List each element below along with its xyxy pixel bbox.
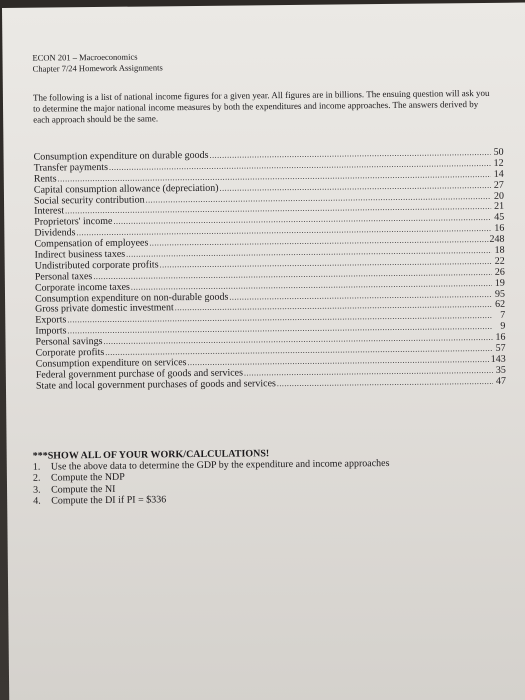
- item-value: 19: [494, 277, 505, 289]
- item-label: Social security contribution: [33, 194, 145, 207]
- item-value: 45: [494, 212, 505, 224]
- item-label: Consumption expenditure on durable goods: [33, 149, 209, 163]
- assignment-title: Chapter 7/24 Homework Assignments: [32, 62, 163, 74]
- document-header: [32, 51, 162, 74]
- item-label: Corporate profits: [35, 346, 105, 359]
- item-label: Exports: [35, 314, 67, 327]
- item-label: Interest: [34, 205, 65, 218]
- item-label: Transfer payments: [33, 161, 109, 174]
- item-value: 22: [494, 255, 505, 267]
- item-value: 27: [493, 179, 504, 191]
- question-text: Compute the NI: [50, 483, 116, 496]
- course-title: ECON 201 – Macroeconomics: [32, 51, 138, 63]
- item-label: Indirect business taxes: [34, 248, 126, 261]
- item-label: Compensation of employees: [34, 237, 149, 250]
- item-label: Proprietors' income: [34, 216, 113, 229]
- item-value: 9: [500, 320, 506, 333]
- dot-leader: [277, 377, 493, 390]
- item-label: Federal government purchase of goods and services: [35, 367, 244, 381]
- worksheet-page: [2, 3, 525, 700]
- item-value: 248: [489, 233, 505, 246]
- item-value: 35: [495, 364, 506, 376]
- question-text: Compute the DI if PI = $336: [51, 494, 167, 507]
- item-label: Undistributed corporate profits: [34, 259, 159, 272]
- question-text: Use the above data to determine the GDP by the expenditure and income approaches: [50, 458, 390, 473]
- item-label: Consumption expenditure on services: [35, 357, 187, 370]
- item-value: 47: [495, 375, 506, 387]
- item-label: Personal savings: [35, 336, 103, 348]
- item-value: 16: [494, 222, 505, 235]
- intro-paragraph: The following is a list of national income figures for a given year. All figures are in billions. The ensuing question will ask you to determine the major national income measures by both the expenditures and income approaches. The answers derived by each approach should be the same.: [32, 87, 490, 125]
- instructions-heading: ***SHOW ALL OF YOUR WORK/CALCULATIONS!: [32, 448, 270, 462]
- item-value: 62: [495, 299, 506, 311]
- question-number: 3.: [32, 484, 41, 496]
- question-number: 1.: [32, 461, 41, 473]
- item-value: 95: [494, 288, 506, 300]
- item-value: 57: [495, 342, 506, 354]
- item-value: 16: [495, 331, 506, 343]
- item-value: 21: [494, 201, 505, 213]
- questions-section: [33, 446, 504, 507]
- item-label: Personal taxes: [34, 270, 93, 283]
- item-value: 50: [493, 146, 504, 158]
- item-label: Rents: [33, 173, 57, 185]
- item-value: 14: [493, 168, 504, 180]
- item-label: Consumption expenditure on non-durable goods: [34, 291, 229, 305]
- item-value: 7: [500, 310, 506, 322]
- question-list: [33, 457, 503, 507]
- item-label: Gross private domestic investment: [35, 302, 174, 316]
- income-figures-list: [34, 148, 506, 393]
- item-label: Corporate income taxes: [34, 281, 130, 294]
- item-value: 20: [493, 190, 505, 202]
- item-label: State and local government purchases of goods and services: [35, 377, 276, 392]
- item-label: Dividends: [34, 227, 76, 239]
- item-value: 143: [490, 353, 506, 365]
- item-value: 12: [493, 157, 504, 169]
- item-label: Imports: [35, 325, 67, 337]
- item-value: 26: [494, 266, 505, 278]
- question-number: 4.: [33, 495, 41, 507]
- question-number: 2.: [32, 473, 41, 485]
- question-text: Compute the NDP: [50, 472, 125, 484]
- item-value: 18: [494, 244, 505, 256]
- item-label: Capital consumption allowance (depreciation): [33, 182, 219, 196]
